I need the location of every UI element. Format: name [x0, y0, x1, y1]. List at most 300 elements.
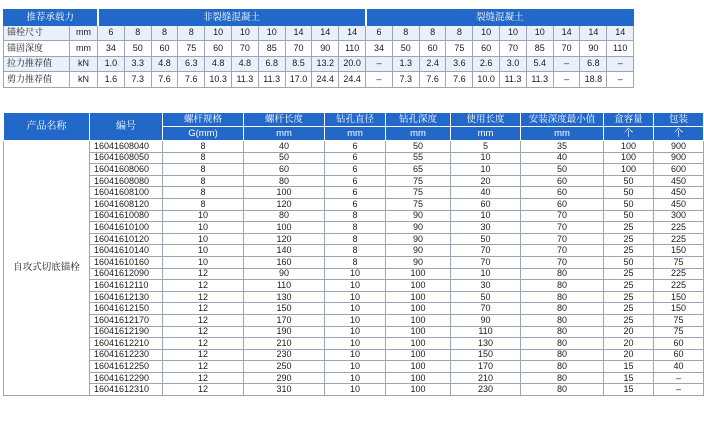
code-cell: 16041612250: [90, 361, 163, 373]
drill-diameter-cell: 10: [325, 303, 386, 315]
load-table-title: 推荐承载力: [4, 10, 98, 26]
drill-depth-cell: 90: [386, 233, 451, 245]
table-row: [4, 349, 704, 361]
load-value-cell: 8.5: [285, 56, 312, 72]
spec-cell: 12: [163, 361, 244, 373]
header-length: 螺杆长度: [244, 113, 325, 127]
load-value-cell: 60: [205, 41, 232, 57]
table-row: [4, 152, 704, 164]
length-cell: 60: [244, 164, 325, 176]
min-depth-cell: 80: [521, 268, 604, 280]
length-cell: 80: [244, 210, 325, 222]
drill-depth-cell: 75: [386, 175, 451, 187]
box-qty-cell: 100: [604, 152, 654, 164]
drill-depth-cell: 100: [386, 280, 451, 292]
use-length-cell: 60: [451, 198, 521, 210]
drill-depth-cell: 100: [386, 384, 451, 396]
use-length-cell: 20: [451, 175, 521, 187]
pack-cell: 450: [654, 175, 704, 187]
load-value-cell: 60: [473, 41, 500, 57]
drill-depth-cell: 100: [386, 314, 451, 326]
drill-diameter-cell: 10: [325, 268, 386, 280]
pack-cell: 225: [654, 233, 704, 245]
drill-diameter-cell: 10: [325, 280, 386, 292]
load-value-cell: 17.0: [285, 72, 312, 88]
drill-depth-cell: 100: [386, 303, 451, 315]
min-depth-cell: 70: [521, 222, 604, 234]
load-value-cell: 1.6: [98, 72, 125, 88]
length-cell: 230: [244, 349, 325, 361]
drill-diameter-cell: 10: [325, 314, 386, 326]
load-value-cell: 10: [205, 25, 232, 41]
min-depth-cell: 80: [521, 303, 604, 315]
min-depth-cell: 35: [521, 141, 604, 153]
load-value-cell: 10.0: [473, 72, 500, 88]
header-use-length-unit: mm: [451, 127, 521, 141]
use-length-cell: 10: [451, 268, 521, 280]
table-row: [4, 303, 704, 315]
drill-depth-cell: 90: [386, 222, 451, 234]
use-length-cell: 50: [451, 233, 521, 245]
use-length-cell: 30: [451, 222, 521, 234]
load-value-cell: 14: [607, 25, 634, 41]
load-value-cell: 11.3: [232, 72, 259, 88]
load-value-cell: 13.2: [312, 56, 339, 72]
box-qty-cell: 15: [604, 384, 654, 396]
load-value-cell: 85: [258, 41, 285, 57]
load-value-cell: 7.6: [151, 72, 178, 88]
min-depth-cell: 80: [521, 326, 604, 338]
use-length-cell: 150: [451, 349, 521, 361]
box-qty-cell: 15: [604, 372, 654, 384]
spec-cell: 10: [163, 222, 244, 234]
use-length-cell: 110: [451, 326, 521, 338]
box-qty-cell: 25: [604, 233, 654, 245]
code-cell: 16041612130: [90, 291, 163, 303]
load-value-cell: 6.8: [258, 56, 285, 72]
spec-cell: 8: [163, 164, 244, 176]
min-depth-cell: 70: [521, 245, 604, 257]
min-depth-cell: 80: [521, 338, 604, 350]
drill-diameter-cell: 6: [325, 152, 386, 164]
code-cell: 16041612230: [90, 349, 163, 361]
load-value-cell: 70: [500, 41, 527, 57]
load-value-cell: 14: [553, 25, 580, 41]
min-depth-cell: 80: [521, 349, 604, 361]
table-row: [4, 338, 704, 350]
header-spec-unit: G(mm): [163, 127, 244, 141]
product-name-cell: 自攻式切底锚栓: [4, 141, 90, 396]
header-use-length: 使用长度: [451, 113, 521, 127]
cracked-header: 裂缝混凝土: [366, 10, 634, 26]
use-length-cell: 5: [451, 141, 521, 153]
load-value-cell: 34: [366, 41, 393, 57]
product-table-header-row1: [4, 113, 704, 127]
row-label: 拉力推荐值: [4, 56, 70, 72]
load-value-cell: –: [366, 72, 393, 88]
row-label: 锚固深度: [4, 41, 70, 57]
row-unit: kN: [70, 56, 98, 72]
drill-depth-cell: 100: [386, 326, 451, 338]
length-cell: 130: [244, 291, 325, 303]
table-spacer: [3, 104, 633, 112]
load-value-cell: 3.3: [124, 56, 151, 72]
use-length-cell: 230: [451, 384, 521, 396]
header-drill-depth-unit: mm: [386, 127, 451, 141]
box-qty-cell: 25: [604, 314, 654, 326]
drill-diameter-cell: 10: [325, 361, 386, 373]
drill-diameter-cell: 6: [325, 187, 386, 199]
load-value-cell: 75: [178, 41, 205, 57]
row-unit: kN: [70, 72, 98, 88]
spec-cell: 12: [163, 280, 244, 292]
drill-diameter-cell: 6: [325, 141, 386, 153]
spec-cell: 10: [163, 245, 244, 257]
pack-cell: 40: [654, 361, 704, 373]
load-value-cell: –: [553, 72, 580, 88]
load-value-cell: 34: [98, 41, 125, 57]
length-cell: 290: [244, 372, 325, 384]
min-depth-cell: 60: [521, 198, 604, 210]
drill-depth-cell: 65: [386, 164, 451, 176]
header-min-depth-unit: mm: [521, 127, 604, 141]
min-depth-cell: 70: [521, 210, 604, 222]
spec-cell: 8: [163, 187, 244, 199]
code-cell: 16041610140: [90, 245, 163, 257]
code-cell: 16041612190: [90, 326, 163, 338]
load-value-cell: 24.4: [339, 72, 366, 88]
drill-depth-cell: 55: [386, 152, 451, 164]
load-value-cell: 2.6: [473, 56, 500, 72]
spec-cell: 12: [163, 314, 244, 326]
min-depth-cell: 80: [521, 372, 604, 384]
length-cell: 120: [244, 233, 325, 245]
min-depth-cell: 80: [521, 314, 604, 326]
load-value-cell: –: [366, 56, 393, 72]
table-row: [4, 141, 704, 153]
box-qty-cell: 20: [604, 338, 654, 350]
use-length-cell: 70: [451, 303, 521, 315]
length-cell: 140: [244, 245, 325, 257]
load-table-row: [4, 72, 634, 88]
pack-cell: 75: [654, 256, 704, 268]
load-table-row: [4, 25, 634, 41]
drill-diameter-cell: 8: [325, 210, 386, 222]
product-table: [3, 112, 704, 396]
load-table-row: [4, 56, 634, 72]
drill-depth-cell: 90: [386, 245, 451, 257]
row-label: 剪力推荐值: [4, 72, 70, 88]
load-value-cell: 8: [419, 25, 446, 41]
spec-cell: 12: [163, 384, 244, 396]
drill-depth-cell: 100: [386, 349, 451, 361]
length-cell: 80: [244, 175, 325, 187]
box-qty-cell: 25: [604, 222, 654, 234]
load-value-cell: 75: [446, 41, 473, 57]
header-length-unit: mm: [244, 127, 325, 141]
use-length-cell: 130: [451, 338, 521, 350]
header-drill-diameter: 钻孔直径: [325, 113, 386, 127]
load-value-cell: 2.4: [419, 56, 446, 72]
spec-cell: 12: [163, 326, 244, 338]
load-value-cell: 70: [553, 41, 580, 57]
load-value-cell: 14: [339, 25, 366, 41]
length-cell: 170: [244, 314, 325, 326]
length-cell: 100: [244, 187, 325, 199]
box-qty-cell: 50: [604, 175, 654, 187]
use-length-cell: 10: [451, 152, 521, 164]
code-cell: 16041608040: [90, 141, 163, 153]
drill-diameter-cell: 6: [325, 175, 386, 187]
box-qty-cell: 25: [604, 291, 654, 303]
load-value-cell: 11.3: [500, 72, 527, 88]
load-value-cell: 11.3: [526, 72, 553, 88]
load-value-cell: 7.3: [392, 72, 419, 88]
use-length-cell: 70: [451, 256, 521, 268]
drill-diameter-cell: 10: [325, 291, 386, 303]
table-row: [4, 187, 704, 199]
load-value-cell: 20.0: [339, 56, 366, 72]
length-cell: 150: [244, 303, 325, 315]
use-length-cell: 10: [451, 164, 521, 176]
use-length-cell: 40: [451, 187, 521, 199]
code-cell: 16041612170: [90, 314, 163, 326]
header-drill-depth: 钻孔深度: [386, 113, 451, 127]
table-row: [4, 372, 704, 384]
box-qty-cell: 100: [604, 164, 654, 176]
spec-cell: 12: [163, 268, 244, 280]
drill-diameter-cell: 6: [325, 198, 386, 210]
spec-cell: 8: [163, 175, 244, 187]
pack-cell: 150: [654, 245, 704, 257]
load-table-row: [4, 41, 634, 57]
pack-cell: 75: [654, 326, 704, 338]
use-length-cell: 70: [451, 245, 521, 257]
code-cell: 16041608060: [90, 164, 163, 176]
code-cell: 16041612210: [90, 338, 163, 350]
header-box-qty: 盒容量: [604, 113, 654, 127]
row-unit: mm: [70, 25, 98, 41]
drill-depth-cell: 90: [386, 256, 451, 268]
drill-depth-cell: 100: [386, 338, 451, 350]
table-row: [4, 314, 704, 326]
load-value-cell: 110: [607, 41, 634, 57]
length-cell: 310: [244, 384, 325, 396]
load-value-cell: 6: [366, 25, 393, 41]
drill-diameter-cell: 10: [325, 384, 386, 396]
drill-depth-cell: 75: [386, 187, 451, 199]
box-qty-cell: 15: [604, 361, 654, 373]
table-row: [4, 210, 704, 222]
load-value-cell: 90: [312, 41, 339, 57]
min-depth-cell: 80: [521, 361, 604, 373]
header-pack-unit: 个: [654, 127, 704, 141]
pack-cell: 225: [654, 280, 704, 292]
min-depth-cell: 50: [521, 164, 604, 176]
box-qty-cell: 50: [604, 198, 654, 210]
table-row: [4, 233, 704, 245]
length-cell: 250: [244, 361, 325, 373]
load-value-cell: 10: [500, 25, 527, 41]
length-cell: 120: [244, 198, 325, 210]
load-value-cell: 4.8: [205, 56, 232, 72]
table-row: [4, 268, 704, 280]
drill-diameter-cell: 10: [325, 326, 386, 338]
load-value-cell: –: [607, 72, 634, 88]
load-value-cell: 10: [526, 25, 553, 41]
box-qty-cell: 20: [604, 326, 654, 338]
row-label: 锚栓尺寸: [4, 25, 70, 41]
box-qty-cell: 50: [604, 187, 654, 199]
code-cell: 16041612110: [90, 280, 163, 292]
min-depth-cell: 70: [521, 233, 604, 245]
load-value-cell: 110: [339, 41, 366, 57]
drill-depth-cell: 100: [386, 361, 451, 373]
use-length-cell: 90: [451, 314, 521, 326]
drill-diameter-cell: 10: [325, 349, 386, 361]
box-qty-cell: 25: [604, 268, 654, 280]
drill-depth-cell: 100: [386, 372, 451, 384]
min-depth-cell: 60: [521, 175, 604, 187]
pack-cell: 225: [654, 222, 704, 234]
load-value-cell: –: [553, 56, 580, 72]
load-value-cell: 14: [580, 25, 607, 41]
load-value-cell: 3.0: [500, 56, 527, 72]
pack-cell: 150: [654, 291, 704, 303]
min-depth-cell: 70: [521, 256, 604, 268]
table-row: [4, 198, 704, 210]
load-value-cell: 10: [258, 25, 285, 41]
load-value-cell: 8: [392, 25, 419, 41]
use-length-cell: 50: [451, 291, 521, 303]
pack-cell: 75: [654, 314, 704, 326]
header-product-name: 产品名称: [4, 113, 90, 141]
load-value-cell: 4.8: [232, 56, 259, 72]
length-cell: 100: [244, 222, 325, 234]
drill-depth-cell: 90: [386, 210, 451, 222]
spec-cell: 12: [163, 349, 244, 361]
load-value-cell: 10: [473, 25, 500, 41]
min-depth-cell: 60: [521, 187, 604, 199]
table-row: [4, 245, 704, 257]
load-value-cell: 4.8: [151, 56, 178, 72]
load-value-cell: 7.6: [419, 72, 446, 88]
load-value-cell: 6.8: [580, 56, 607, 72]
min-depth-cell: 80: [521, 280, 604, 292]
load-value-cell: 90: [580, 41, 607, 57]
drill-diameter-cell: 8: [325, 222, 386, 234]
code-cell: 16041608050: [90, 152, 163, 164]
load-value-cell: 1.3: [392, 56, 419, 72]
header-drill-diameter-unit: mm: [325, 127, 386, 141]
load-value-cell: 70: [285, 41, 312, 57]
load-table: [3, 9, 634, 88]
load-value-cell: 1.0: [98, 56, 125, 72]
load-value-cell: 60: [419, 41, 446, 57]
load-value-cell: 8: [446, 25, 473, 41]
load-value-cell: 6.3: [178, 56, 205, 72]
box-qty-cell: 20: [604, 349, 654, 361]
pack-cell: 900: [654, 152, 704, 164]
length-cell: 190: [244, 326, 325, 338]
table-row: [4, 361, 704, 373]
header-box-qty-unit: 个: [604, 127, 654, 141]
non-cracked-header: 非裂缝混凝土: [98, 10, 366, 26]
use-length-cell: 30: [451, 280, 521, 292]
pack-cell: 150: [654, 303, 704, 315]
code-cell: 16041612090: [90, 268, 163, 280]
spec-cell: 8: [163, 141, 244, 153]
load-value-cell: 14: [285, 25, 312, 41]
pack-cell: 450: [654, 198, 704, 210]
box-qty-cell: 25: [604, 303, 654, 315]
spec-cell: 10: [163, 210, 244, 222]
use-length-cell: 170: [451, 361, 521, 373]
table-row: [4, 175, 704, 187]
drill-depth-cell: 100: [386, 268, 451, 280]
pack-cell: 60: [654, 349, 704, 361]
header-pack: 包装: [654, 113, 704, 127]
length-cell: 210: [244, 338, 325, 350]
load-value-cell: 70: [232, 41, 259, 57]
load-value-cell: 18.8: [580, 72, 607, 88]
code-cell: 16041610160: [90, 256, 163, 268]
spec-cell: 12: [163, 291, 244, 303]
spec-cell: 8: [163, 198, 244, 210]
header-min-depth: 安装深度最小值: [521, 113, 604, 127]
header-spec: 螺杆规格: [163, 113, 244, 127]
min-depth-cell: 80: [521, 291, 604, 303]
code-cell: 16041610100: [90, 222, 163, 234]
table-row: [4, 384, 704, 396]
spec-cell: 12: [163, 338, 244, 350]
box-qty-cell: 50: [604, 210, 654, 222]
length-cell: 110: [244, 280, 325, 292]
code-cell: 16041610080: [90, 210, 163, 222]
load-value-cell: 85: [526, 41, 553, 57]
length-cell: 40: [244, 141, 325, 153]
pack-cell: –: [654, 384, 704, 396]
code-cell: 16041608120: [90, 198, 163, 210]
pack-cell: 225: [654, 268, 704, 280]
load-value-cell: 7.6: [446, 72, 473, 88]
pack-cell: 60: [654, 338, 704, 350]
drill-diameter-cell: 10: [325, 372, 386, 384]
use-length-cell: 210: [451, 372, 521, 384]
pack-cell: 600: [654, 164, 704, 176]
min-depth-cell: 40: [521, 152, 604, 164]
load-value-cell: 7.3: [124, 72, 151, 88]
use-length-cell: 10: [451, 210, 521, 222]
code-cell: 16041612150: [90, 303, 163, 315]
drill-diameter-cell: 6: [325, 164, 386, 176]
load-value-cell: 8: [178, 25, 205, 41]
length-cell: 50: [244, 152, 325, 164]
table-row: [4, 280, 704, 292]
load-table-header: [4, 10, 634, 26]
drill-diameter-cell: 10: [325, 338, 386, 350]
box-qty-cell: 25: [604, 245, 654, 257]
header-code: 编号: [90, 113, 163, 141]
load-value-cell: 6: [98, 25, 125, 41]
load-value-cell: 8: [151, 25, 178, 41]
drill-depth-cell: 75: [386, 198, 451, 210]
box-qty-cell: 100: [604, 141, 654, 153]
code-cell: 16041612310: [90, 384, 163, 396]
table-row: [4, 326, 704, 338]
load-value-cell: 10.3: [205, 72, 232, 88]
load-value-cell: 24.4: [312, 72, 339, 88]
